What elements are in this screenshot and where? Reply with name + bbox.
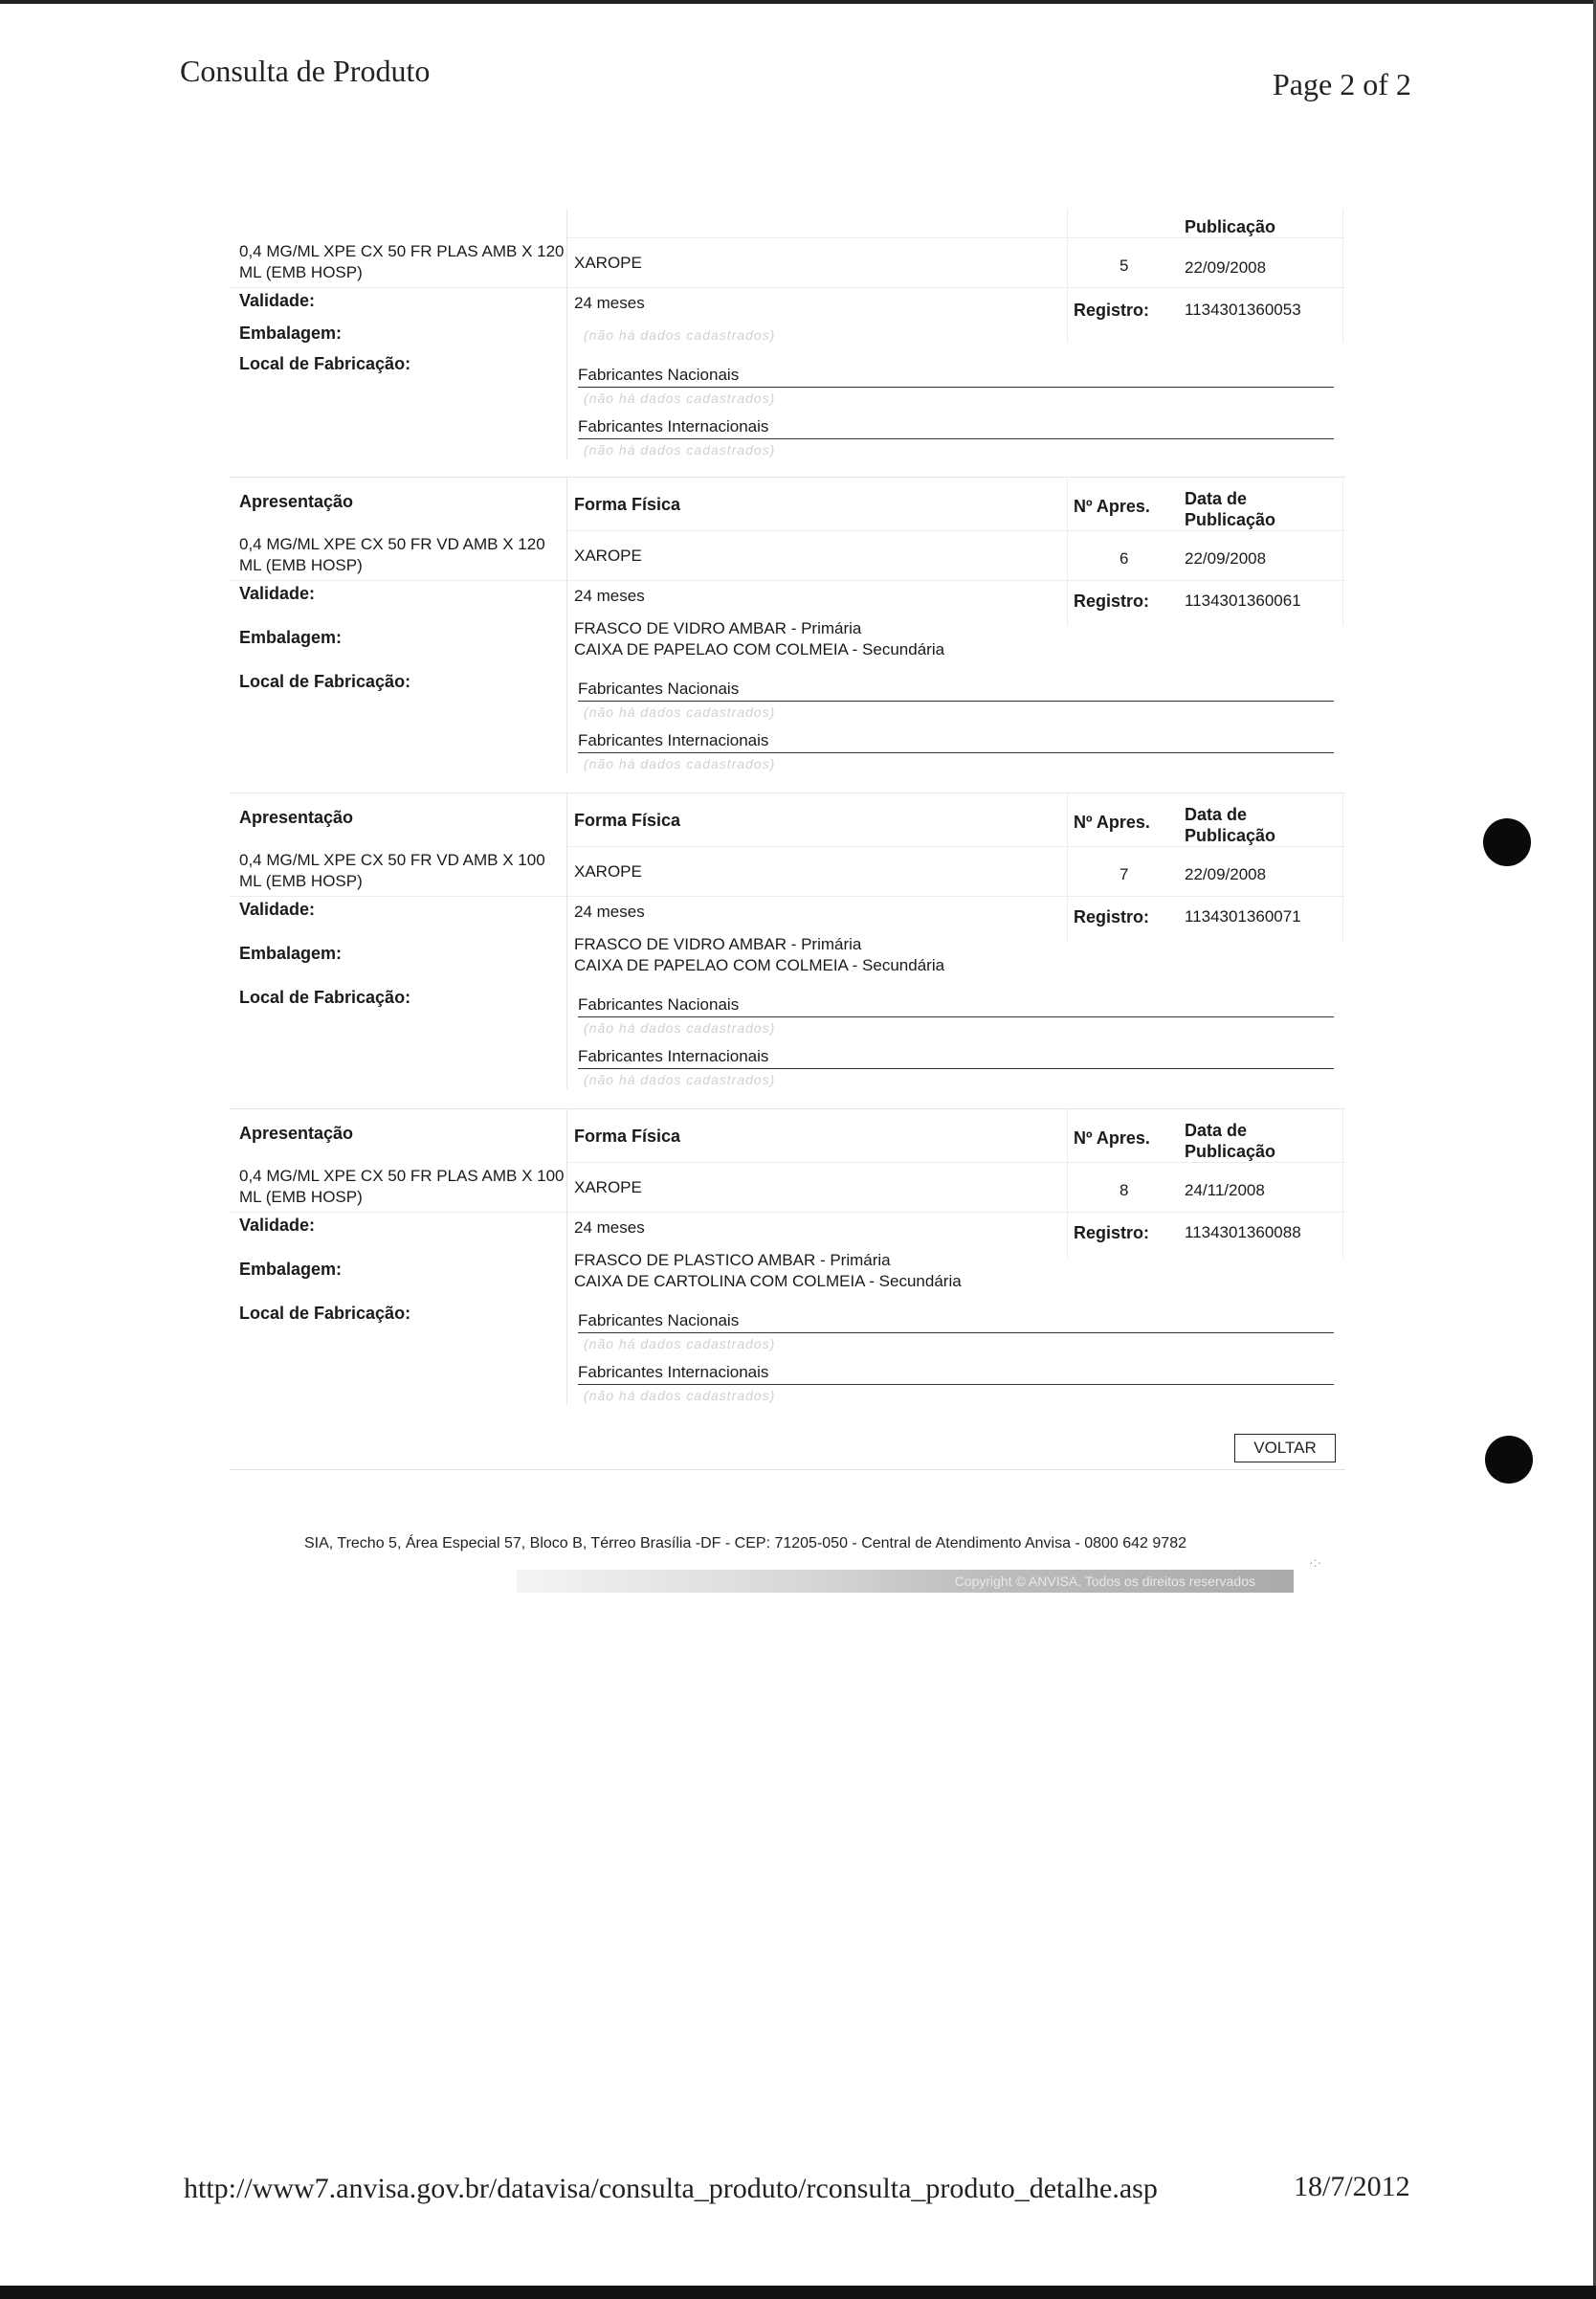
print-header-title: Consulta de Produto — [180, 54, 431, 88]
punch-hole — [1483, 818, 1531, 866]
scan-speck: ·:· — [1309, 1554, 1322, 1570]
n-apres-value: 5 — [1119, 257, 1129, 275]
embalagem-value: FRASCO DE PLASTICO AMBAR - Primária CAIXA DE CARTOLINA COM COLMEIA - Secundária — [574, 1251, 962, 1290]
validade-label: Validade: — [239, 584, 316, 603]
forma-fisica-value: XAROPE — [574, 862, 642, 881]
registro-label: Registro: — [1074, 1223, 1150, 1242]
embalagem-label: Embalagem: — [239, 628, 343, 647]
fabricantes-internacionais-link[interactable]: Fabricantes Internacionais — [578, 1047, 1334, 1069]
validade-label: Validade: — [239, 1216, 316, 1235]
forma-fisica-label: Forma Física — [574, 1127, 681, 1146]
data-publicacao-value: 24/11/2008 — [1185, 1181, 1265, 1199]
apresentacao-label: Apresentação — [239, 492, 354, 511]
data-publicacao-value: 22/09/2008 — [1185, 865, 1267, 883]
voltar-button[interactable]: VOLTAR — [1234, 1434, 1336, 1462]
n-apres-label: Nº Apres. — [1074, 1128, 1150, 1148]
registro-value: 1134301360088 — [1185, 1223, 1301, 1241]
product-entry-7: Apresentação Forma Física Nº Apres. Data de Publicação 0,4 MG/ML XPE CX 50 FR VD AMB X 100 ML (EMB HOSP) XAROPE 7 22/09/2008 Validade: 24 meses Registro: 1134301360071 Embalagem: FRASCO DE VIDRO AMBAR - Primária CAIXA DE PAPELAO COM COLMEIA - Secundária Local de Fabricação: Fabricantes Nacionais (não há dados cadastrados) Fabricantes Internacionais (não há dados cadastrados) — [230, 792, 1345, 1089]
apresentacao-value: 0,4 MG/ML XPE CX 50 FR VD AMB X 120 ML (EMB HOSP) — [239, 535, 545, 574]
footer-address: SIA, Trecho 5, Área Especial 57, Bloco B, Térreo Brasília -DF - CEP: 71205-050 - Central de Atendimento Anvisa - 0800 642 9782 — [304, 1535, 1186, 1551]
registro-label: Registro: — [1074, 301, 1150, 320]
embalagem-value: FRASCO DE VIDRO AMBAR - Primária CAIXA DE PAPELAO COM COLMEIA - Secundária — [574, 619, 945, 658]
product-entry-8: Apresentação Forma Física Nº Apres. Data de Publicação 0,4 MG/ML XPE CX 50 FR PLAS AMB X 100 ML (EMB HOSP) XAROPE 8 24/11/2008 Validade: 24 meses Registro: 1134301360088 Embalagem: FRASCO DE PLASTICO AMBAR - Primária CAIXA DE CARTOLINA COM COLMEIA - Secundária Local de Fabricação: Fabricantes Nacionais (não há dados cadastrados) Fabricantes Internacionais (não há dados cadastrados) — [230, 1108, 1345, 1405]
data-publicacao-value: 22/09/2008 — [1185, 258, 1267, 277]
n-apres-label: Nº Apres. — [1074, 813, 1150, 832]
registro-value: 1134301360071 — [1185, 907, 1301, 926]
fabricantes-nacionais-link[interactable]: Fabricantes Nacionais — [578, 1311, 1334, 1333]
data-publicacao-label: Data de Publicação — [1185, 489, 1276, 529]
embalagem-value: FRASCO DE VIDRO AMBAR - Primária CAIXA DE PAPELAO COM COLMEIA - Secundária — [574, 935, 945, 974]
fabricantes-internacionais-link[interactable]: Fabricantes Internacionais — [578, 731, 1334, 753]
registro-label: Registro: — [1074, 591, 1150, 611]
fabricantes-nacionais-link[interactable]: Fabricantes Nacionais — [578, 680, 1334, 702]
embalagem-label: Embalagem: — [239, 1260, 343, 1279]
forma-fisica-label: Forma Física — [574, 495, 681, 514]
punch-hole — [1485, 1436, 1533, 1484]
footer-copyright-bar: Copyright © ANVISA. Todos os direitos reservados — [517, 1570, 1294, 1593]
fabricantes-nacionais-link[interactable]: Fabricantes Nacionais — [578, 995, 1334, 1017]
forma-fisica-value: XAROPE — [574, 547, 642, 565]
forma-fisica-value: XAROPE — [574, 1178, 642, 1196]
local-fabricacao-label: Local de Fabricação: — [239, 672, 411, 691]
validade-value: 24 meses — [574, 294, 645, 312]
data-publicacao-label: Data de Publicação — [1185, 1121, 1276, 1161]
print-footer-date: 18/7/2012 — [1294, 2171, 1410, 2202]
apresentacao-label: Apresentação — [239, 1124, 354, 1143]
embalagem-label: Embalagem: — [239, 944, 343, 963]
apresentacao-value: 0,4 MG/ML XPE CX 50 FR VD AMB X 100 ML (EMB HOSP) — [239, 851, 545, 890]
data-publicacao-label: Data de Publicação — [1185, 805, 1276, 845]
registro-value: 1134301360061 — [1185, 591, 1301, 610]
fabricantes-nacionais-link[interactable]: Fabricantes Nacionais — [578, 366, 1334, 388]
scan-edge-bottom — [0, 2286, 1596, 2299]
col-header-publicacao: Publicação — [1185, 217, 1276, 236]
product-entry-5: Publicação 0,4 MG/ML XPE CX 50 FR PLAS AMB X 120 ML (EMB HOSP) XAROPE 5 22/09/2008 Validade: 24 meses Registro: 1134301360053 Embalagem: (não há dados cadastrados) Local de Fabricação: Fabricantes Nacionais (não há dados cadastrados) Fabricantes Internacionais (não há dados cadastrados) — [230, 209, 1345, 459]
n-apres-value: 8 — [1119, 1181, 1129, 1199]
n-apres-value: 6 — [1119, 549, 1129, 568]
embalagem-label: Embalagem: — [239, 324, 343, 343]
n-apres-value: 7 — [1119, 865, 1129, 883]
n-apres-label: Nº Apres. — [1074, 497, 1150, 516]
footer-divider — [230, 1469, 1345, 1470]
scan-edge-top — [0, 0, 1596, 4]
validade-value: 24 meses — [574, 903, 645, 921]
fabricantes-internacionais-link[interactable]: Fabricantes Internacionais — [578, 1363, 1334, 1385]
print-footer-url: http://www7.anvisa.gov.br/datavisa/consulta_produto/rconsulta_produto_detalhe.asp — [184, 2173, 1158, 2204]
local-fabricacao-label: Local de Fabricação: — [239, 988, 411, 1007]
data-publicacao-value: 22/09/2008 — [1185, 549, 1267, 568]
forma-fisica-value: XAROPE — [574, 254, 642, 272]
local-fabricacao-label: Local de Fabricação: — [239, 1304, 411, 1323]
fabricantes-internacionais-link[interactable]: Fabricantes Internacionais — [578, 417, 1334, 439]
local-fabricacao-label: Local de Fabricação: — [239, 354, 411, 373]
product-entry-6: Apresentação Forma Física Nº Apres. Data de Publicação 0,4 MG/ML XPE CX 50 FR VD AMB X 120 ML (EMB HOSP) XAROPE 6 22/09/2008 Validade: 24 meses Registro: 1134301360061 Embalagem: FRASCO DE VIDRO AMBAR - Primária CAIXA DE PAPELAO COM COLMEIA - Secundária Local de Fabricação: Fabricantes Nacionais (não há dados cadastrados) Fabricantes Internacionais (não há dados cadastrados) — [230, 477, 1345, 773]
registro-value: 1134301360053 — [1185, 301, 1301, 319]
validade-value: 24 meses — [574, 1218, 645, 1237]
registro-label: Registro: — [1074, 907, 1150, 926]
validade-label: Validade: — [239, 291, 316, 310]
validade-label: Validade: — [239, 900, 316, 919]
apresentacao-value: 0,4 MG/ML XPE CX 50 FR PLAS AMB X 100 ML (EMB HOSP) — [239, 1167, 565, 1206]
forma-fisica-label: Forma Física — [574, 811, 681, 830]
print-header-page: Page 2 of 2 — [1273, 67, 1411, 101]
validade-value: 24 meses — [574, 587, 645, 605]
apresentacao-label: Apresentação — [239, 808, 354, 827]
apresentacao-value: 0,4 MG/ML XPE CX 50 FR PLAS AMB X 120 ML (EMB HOSP) — [239, 242, 565, 281]
